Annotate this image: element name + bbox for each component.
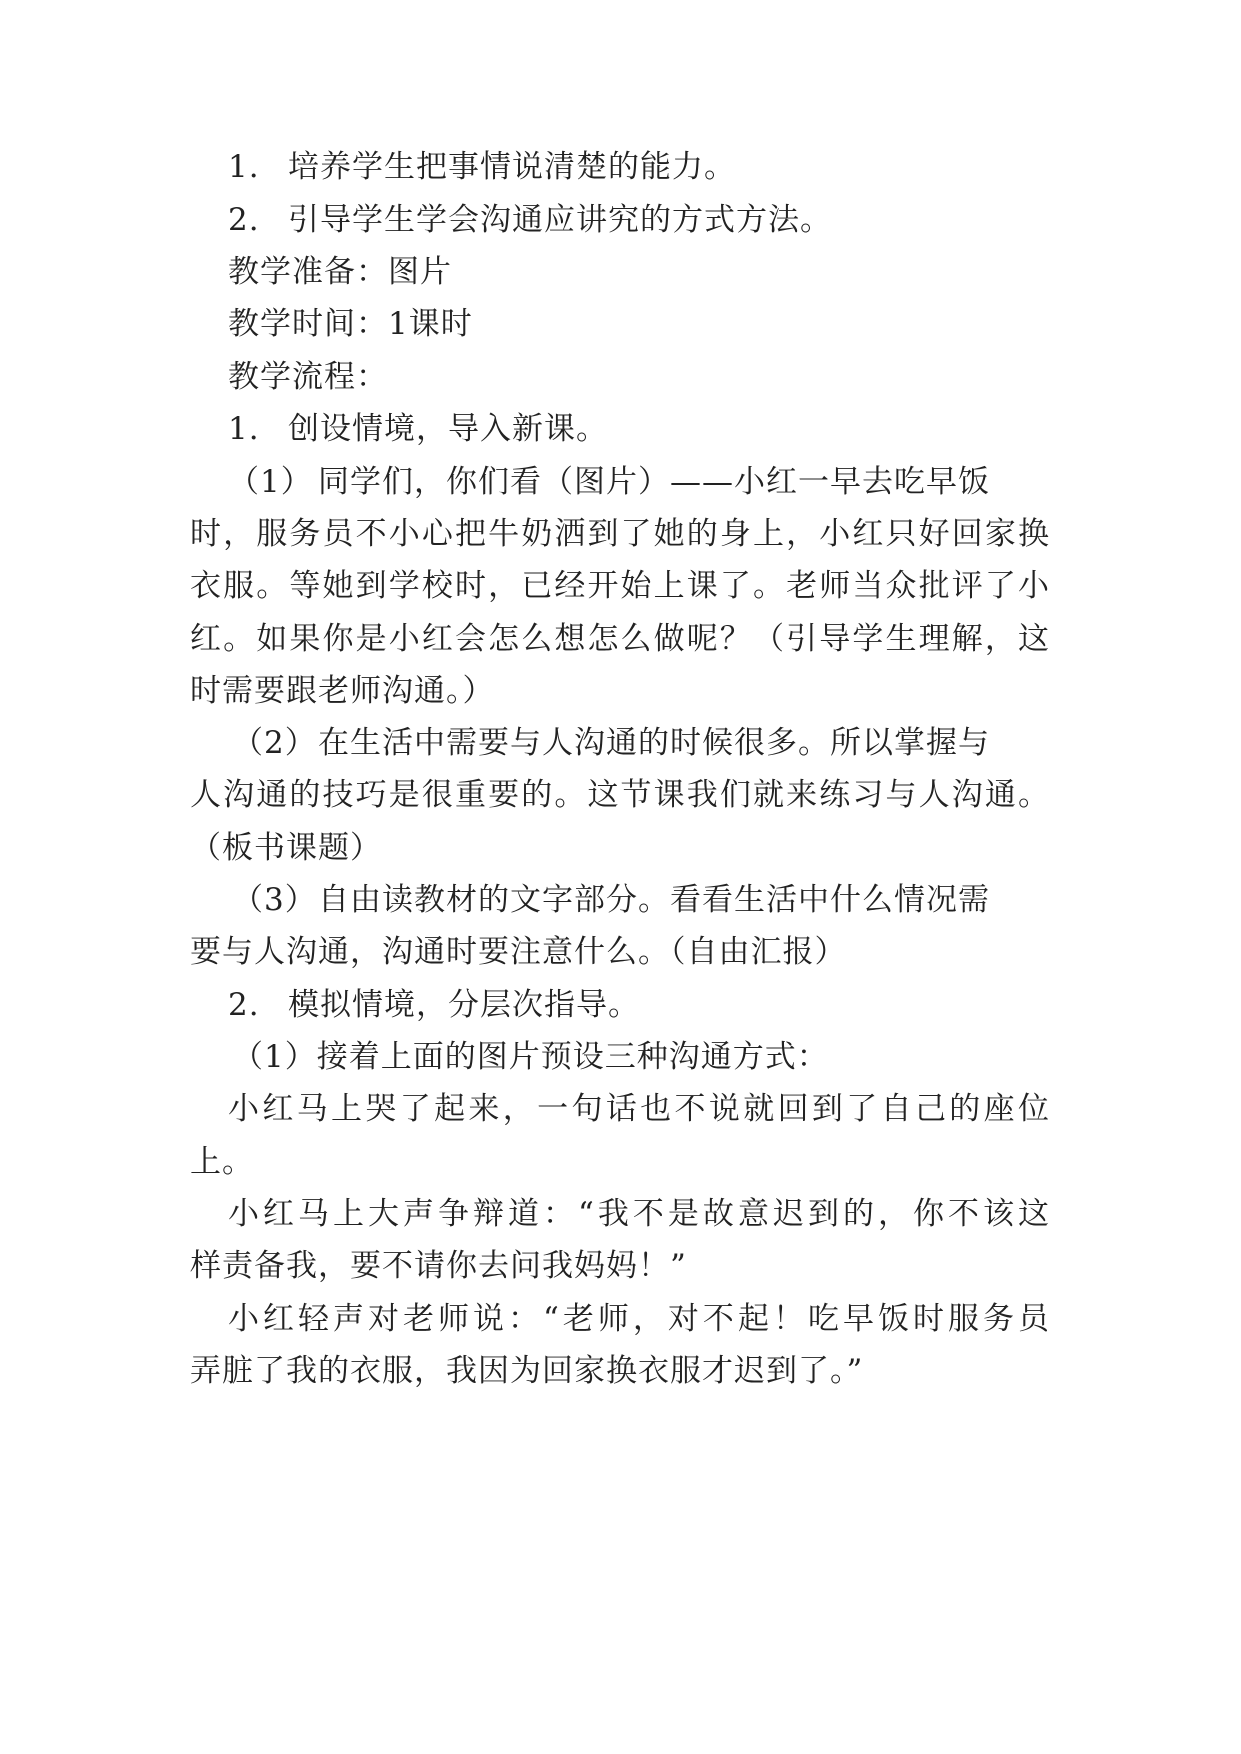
paragraph-line [0, 557, 1241, 615]
list-number: 1. [228, 411, 260, 447]
paragraph-text: 时需要跟老师沟通。） [190, 673, 495, 709]
teaching-time [0, 295, 1241, 353]
paragraph-text: 小红轻声对老师说：“老师，对不起！吃早饭时服务员 [228, 1301, 1050, 1337]
teaching-preparation [0, 243, 1241, 301]
paragraph-text: 同学们，你们看（图片）——小红一早去吃早饭 [318, 464, 990, 500]
paragraph-text: 小红马上哭了起来，一句话也不说就回到了自己的座位 [228, 1091, 1050, 1127]
paragraph-text: 引导学生学会沟通应讲究的方式方法。 [288, 202, 832, 238]
objective-2 [0, 191, 1241, 249]
paragraph-text: 上。 [190, 1144, 254, 1180]
paragraph-line [0, 1290, 1241, 1348]
list-number: （2） [232, 725, 317, 761]
paragraph-text: 创设情境，导入新课。 [288, 411, 608, 447]
paragraph-text: 培养学生把事情说清楚的能力。 [288, 149, 736, 185]
paragraph-text: 红。如果你是小红会怎么想怎么做呢？（引导学生理解，这 [190, 621, 1050, 657]
paragraph-text: 教学流程： [228, 359, 388, 395]
paragraph-text: （1）接着上面的图片预设三种沟通方式： [232, 1039, 829, 1075]
paragraph-line [0, 1028, 1241, 1086]
paragraph-line [0, 1185, 1241, 1243]
paragraph-line [0, 1133, 1241, 1191]
paragraph-text: 要与人沟通，沟通时要注意什么。（自由汇报） [190, 934, 847, 970]
teaching-process-heading [0, 348, 1241, 406]
list-number: 2. [228, 202, 260, 238]
step-2-heading [0, 976, 1241, 1034]
paragraph-line [0, 819, 1241, 877]
list-number: （1） [228, 464, 313, 500]
paragraph-text: 弄脏了我的衣服，我因为回家换衣服才迟到了。” [190, 1353, 864, 1389]
paragraph-line [0, 1237, 1241, 1295]
list-number: 1. [228, 149, 260, 185]
paragraph-line [0, 1080, 1241, 1138]
list-number: 2. [228, 987, 260, 1023]
paragraph-text: 样责备我，要不请你去问我妈妈！” [190, 1248, 687, 1284]
paragraph-text: 人沟通的技巧是很重要的。这节课我们就来练习与人沟通。 [190, 777, 1050, 813]
paragraph-line [0, 610, 1241, 668]
objective-1 [0, 138, 1241, 196]
paragraph-text: 小红马上大声争辩道：“我不是故意迟到的，你不该这 [228, 1196, 1050, 1232]
paragraph-line [0, 1342, 1241, 1400]
paragraph-line [0, 871, 1241, 929]
paragraph-line [0, 505, 1241, 563]
paragraph-line [0, 453, 1241, 511]
paragraph-text: 自由读教材的文字部分。看看生活中什么情况需 [318, 882, 990, 918]
paragraph-text: 衣服。等她到学校时，已经开始上课了。老师当众批评了小 [190, 568, 1050, 604]
paragraph-text: 教学时间：1课时 [228, 306, 473, 342]
paragraph-line [0, 714, 1241, 772]
list-number: （3） [232, 882, 317, 918]
paragraph-line [0, 923, 1241, 981]
step-1-heading [0, 400, 1241, 458]
paragraph-line [0, 766, 1241, 824]
paragraph-text: 模拟情境，分层次指导。 [288, 987, 640, 1023]
paragraph-text: 教学准备：图片 [228, 254, 452, 290]
paragraph-text: 在生活中需要与人沟通的时候很多。所以掌握与 [318, 725, 990, 761]
paragraph-text: 时，服务员不小心把牛奶洒到了她的身上，小红只好回家换 [190, 516, 1050, 552]
paragraph-text: （板书课题） [190, 830, 382, 866]
paragraph-line [0, 662, 1241, 720]
